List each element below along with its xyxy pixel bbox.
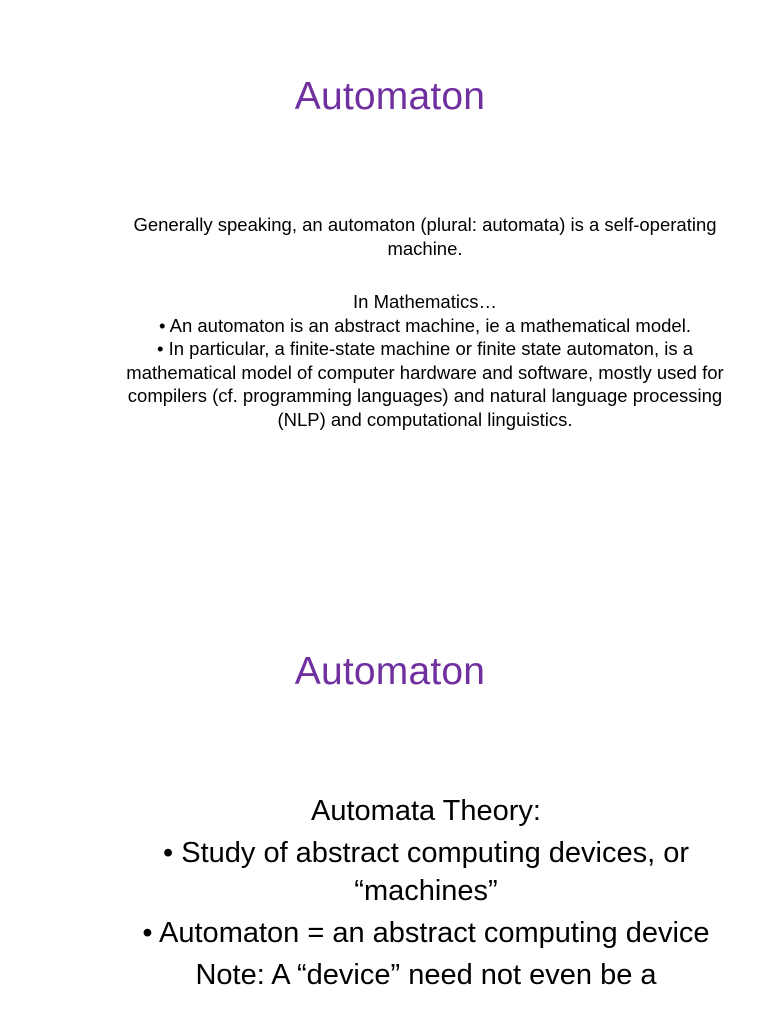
- slide-1-subheading: In Mathematics…: [353, 291, 497, 312]
- slide-1-intro: Generally speaking, an automaton (plural: automata) is a self-operating machine.: [133, 214, 717, 259]
- slide-1-title: Automaton: [294, 75, 486, 118]
- paragraph-gap: [112, 260, 738, 290]
- slide-1-bullet-2: • In particular, a finite-state machine or finite state automaton, is a mathematical model of computer hardware and software, mostly used for compilers (cf. programming languages) and natural language processing (NLP) and computational linguistics.: [126, 338, 724, 430]
- slide-2-heading: Automata Theory:: [311, 795, 541, 827]
- slide-1-body: [112, 213, 738, 431]
- slide-2-note: Note: A “device” need not even be a: [195, 959, 657, 991]
- slide-2-body: [96, 792, 756, 998]
- slide-2-bullet-1: • Study of abstract computing devices, or “machines”: [163, 837, 689, 907]
- slide-2-bullet-2: • Automaton = an abstract computing device: [142, 917, 710, 949]
- slide-1-bullet-1: • An automaton is an abstract machine, ie a mathematical model.: [159, 314, 691, 336]
- slide-2-title: Automaton: [294, 650, 486, 693]
- slide-2: [0, 575, 768, 1024]
